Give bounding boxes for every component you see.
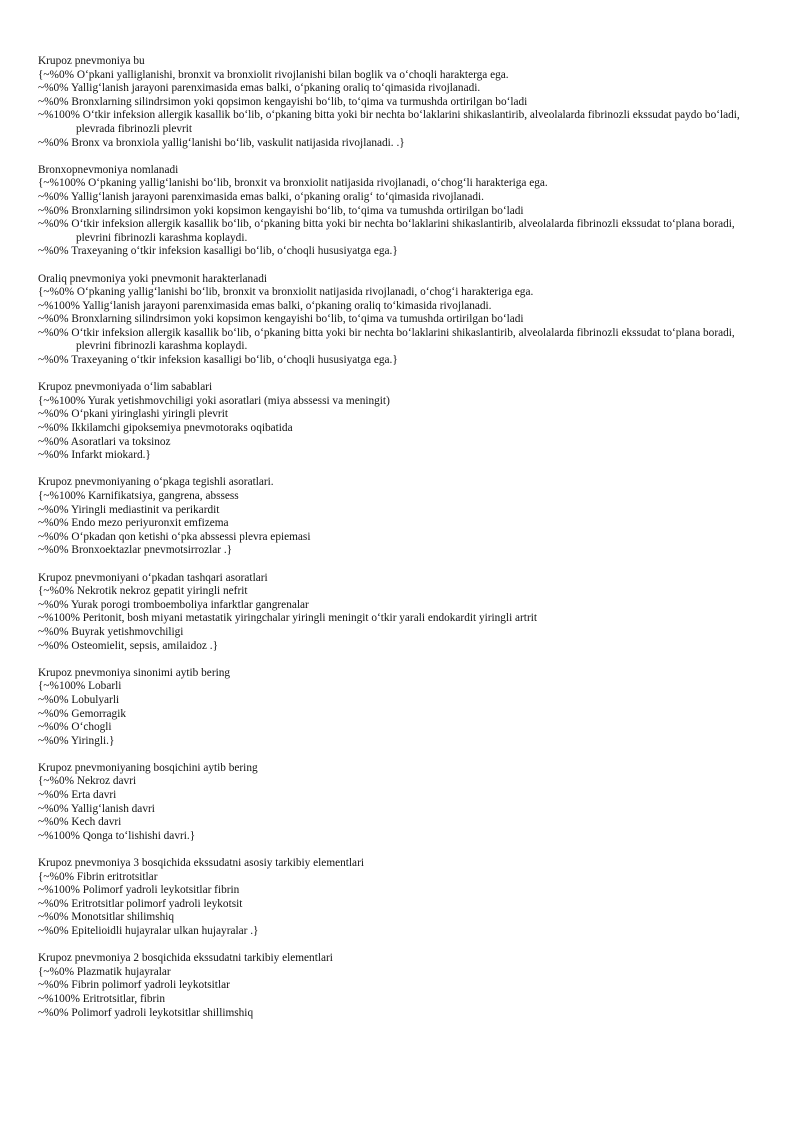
question-block: [38, 164, 760, 259]
answer-option: {~%0% Plazmatik hujayralar: [38, 965, 171, 978]
answer-option: ~%0% Yurak porogi tromboemboliya infarktlar gangrenalar: [38, 598, 309, 611]
answer-option: {~%0% O‘pkani yalliglanishi, bronxit va bronxiolit rivojlanishi bilan boglik va o‘choqli harakterga ega.: [38, 68, 509, 81]
question-block: [38, 952, 760, 1020]
answer-option: ~%0% Yallig‘lanish jarayoni parenximasida emas balki, o‘pkaning oralig‘ to‘qimasida rivojlanadi.: [38, 190, 484, 203]
answer-option: ~%0% Gemorragik: [38, 707, 126, 720]
question-block: [38, 857, 760, 939]
answer-option: ~%0% Yiringli.}: [38, 734, 115, 747]
answer-option: ~%0% Buyrak yetishmovchiligi: [38, 625, 184, 638]
answer-option: ~%0% Yiringli mediastinit va perikardit: [38, 503, 220, 516]
question-block: [38, 55, 760, 150]
answer-option: ~%0% O‘pkadan qon ketishi o‘pka abssessi plevra epiemasi: [38, 530, 311, 543]
answer-option: ~%0% Traxeyaning o‘tkir infeksion kasalligi bo‘lib, o‘choqli hususiyatga ega.}: [38, 245, 398, 258]
answer-option: {~%0% Nekrotik nekroz gepatit yiringli nefrit: [38, 585, 248, 598]
answer-option: ~%100% Peritonit, bosh miyani metastatik yiringchalar yiringli meningit o‘tkir yarali endokardit yiringli artrit: [38, 612, 537, 625]
answer-option: ~%0% Traxeyaning o‘tkir infeksion kasalligi bo‘lib, o‘choqli hususiyatga ega.}: [38, 354, 398, 367]
answer-option: ~%0% Fibrin polimorf yadroli leykotsitlar: [38, 979, 230, 992]
answer-option: ~%0% Ikkilamchi gipoksemiya pnevmotoraks oqibatida: [38, 422, 293, 435]
answer-option: ~%0% Asoratlari va toksinoz: [38, 435, 171, 448]
question-block: [38, 476, 760, 558]
question-block: [38, 667, 760, 749]
question-block: [38, 381, 760, 463]
answer-option: ~%100% O‘tkir infeksion allergik kasallik bo‘lib, o‘pkaning bitta yoki bir nechta bo‘laklarini shikaslantirib, alveolalarda fibrinozli ekssudat paydo bo‘ladi, plevrada fibrinozli plevrit: [38, 109, 740, 135]
answer-option: ~%0% Yallig‘lanish davri: [38, 802, 155, 815]
answer-option: {~%0% Nekroz davri: [38, 775, 137, 788]
answer-option: {~%0% O‘pkaning yallig‘lanishi bo‘lib, bronxit va bronxiolit natijasida rivojlanadi, o‘chog‘i harakteriga ega.: [38, 286, 534, 299]
question-block: [38, 273, 760, 368]
answer-option: {~%100% O‘pkaning yallig‘lanishi bo‘lib, bronxit va bronxiolit natijasida rivojlanadi, o‘chog‘li harakteriga ega.: [38, 177, 548, 190]
answer-option: ~%0% Epitelioidli hujayralar ulkan hujayralar .}: [38, 925, 259, 937]
answer-option: ~%0% Eritrotsitlar polimorf yadroli leykotsit: [38, 897, 243, 910]
question-title: Krupoz pnevmoniyaning o‘pkaga tegishli asoratlari.: [38, 476, 274, 489]
answer-option: ~%0% Osteomielit, sepsis, amilaidoz .}: [38, 639, 219, 652]
answer-option: {~%0% Fibrin eritrotsitlar: [38, 870, 158, 883]
question-title: Krupoz pnevmoniya sinonimi aytib bering: [38, 666, 231, 679]
answer-option: ~%0% Bronxlarning silindrsimon yoki qopsimon kengayishi bo‘lib, to‘qima va turmushda ortirilgan bo‘ladi: [38, 95, 528, 108]
answer-option: ~%0% Bronxoektazlar pnevmotsirrozlar .}: [38, 544, 233, 557]
question-title: Krupoz pnevmoniyaning bosqichini aytib bering: [38, 761, 258, 774]
question-title: Krupoz pnevmoniya 3 bosqichida ekssudatni asosiy tarkibiy elementlari: [38, 857, 364, 870]
answer-option: ~%0% O‘tkir infeksion allergik kasallik bo‘lib, o‘pkaning bitta yoki bir nechta bo‘laklarini shikaslantirib, alveolalarda fibrinozli ekssudat to‘plana boradi, plevrini fibrinozli karashma koplaydi.: [38, 218, 735, 244]
answer-option: ~%100% Yallig‘lanish jarayoni parenximasida emas balki, o‘pkaning oraliq to‘kimasida rivojlanadi.: [38, 299, 492, 312]
answer-option: ~%0% Bronxlarning silindrsimon yoki kopsimon kengayishi bo‘lib, to‘qima va tumushda ortirilgan bo‘ladi: [38, 204, 524, 217]
question-title: Krupoz pnevmoniya bu: [38, 55, 145, 67]
answer-option: ~%100% Polimorf yadroli leykotsitlar fibrin: [38, 884, 240, 897]
answer-option: ~%0% Bronx va bronxiola yallig‘lanishi bo‘lib, vaskulit natijasida rivojlanadi. .}: [38, 136, 405, 149]
question-block: [38, 572, 760, 654]
question-title: Krupoz pnevmoniyada o‘lim sabablari: [38, 381, 213, 394]
question-title: Krupoz pnevmoniyani o‘pkadan tashqari asoratlari: [38, 571, 268, 584]
question-title: Krupoz pnevmoniya 2 bosqichida ekssudatni tarkibiy elementlari: [38, 952, 333, 965]
answer-option: {~%100% Karnifikatsiya, gangrena, abssess: [38, 490, 239, 502]
answer-option: ~%0% Lobulyarli: [38, 693, 120, 706]
answer-option: ~%100% Qonga to‘lishishi davri.}: [38, 829, 196, 842]
answer-option: ~%0% O‘tkir infeksion allergik kasallik bo‘lib, o‘pkaning bitta yoki bir nechta bo‘laklarini shikaslantirib, alveolalarda fibrinozli ekssudat to‘plana boradi, plevrini fibrinozli karashma koplaydi.: [38, 326, 735, 353]
answer-option: ~%0% O‘pkani yiringlashi yiringli plevrit: [38, 408, 228, 421]
answer-option: ~%0% Bronxlarning silindrsimon yoki kopsimon kengayishi bo‘lib, to‘qima va tumushda ortirilgan bo‘ladi: [38, 313, 524, 326]
answer-option: {~%100% Lobarli: [38, 680, 122, 693]
document-page: [38, 55, 760, 1034]
answer-option: ~%0% Kech davri: [38, 816, 122, 829]
answer-option: ~%0% Polimorf yadroli leykotsitlar shillimshiq: [38, 1006, 254, 1019]
answer-option: ~%100% Eritrotsitlar, fibrin: [38, 992, 166, 1005]
answer-option: ~%0% Erta davri: [38, 789, 117, 802]
answer-option: ~%0% Yallig‘lanish jarayoni parenximasida emas balki, o‘pkaning oraliq to‘qimasida rivojlanadi.: [38, 82, 481, 95]
answer-option: ~%0% Infarkt miokard.}: [38, 449, 151, 462]
question-block: [38, 762, 760, 844]
question-title: Bronxopnevmoniya nomlanadi: [38, 163, 179, 176]
answer-option: ~%0% O‘chogli: [38, 721, 112, 734]
answer-option: ~%0% Monotsitlar shilimshiq: [38, 911, 175, 924]
answer-option: {~%100% Yurak yetishmovchiligi yoki asoratlari (miya abssessi va meningit): [38, 394, 390, 407]
answer-option: ~%0% Endo mezo periyuronxit emfizema: [38, 517, 229, 530]
question-title: Oraliq pnevmoniya yoki pnevmonit harakterlanadi: [38, 272, 268, 285]
